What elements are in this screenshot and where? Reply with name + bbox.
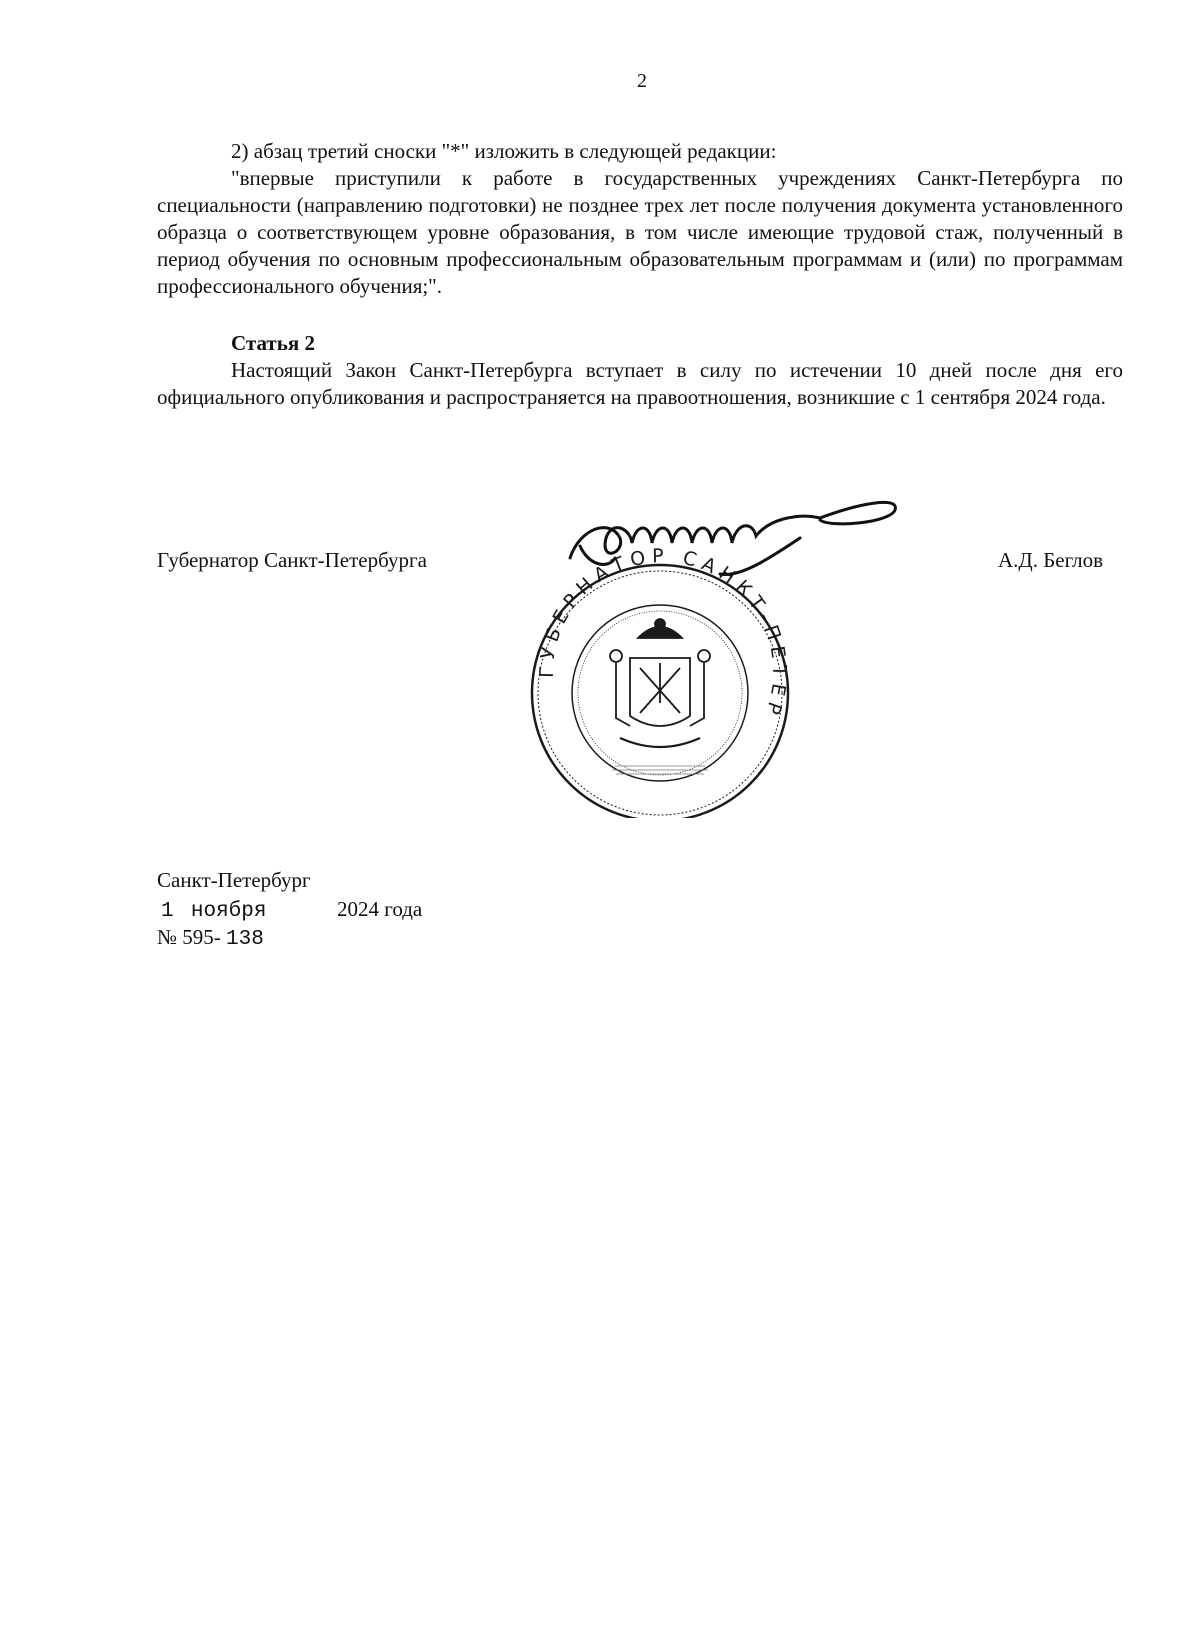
signatory-position: Губернатор Санкт-Петербурга	[157, 548, 427, 572]
signing-date	[157, 897, 557, 923]
date-month: ноября	[190, 900, 267, 923]
coat-of-arms-icon	[610, 619, 710, 747]
law-number-prefix: № 595-	[157, 925, 221, 949]
seal-hatch	[612, 766, 708, 774]
seal-arc-lettering: ГУБЕРНАТОР САНКТ-ПЕТЕР	[535, 544, 791, 723]
date-year: 2024 года	[337, 897, 423, 921]
stamp-seal-graphic	[520, 498, 940, 818]
amendment-quote: "впервые приступили к работе в государственных учреждениях Санкт-Петербурга по специальности (направлению подготовки) не позднее трех лет после получения документа установленного образца о соответствующем уровне образования, в том числе имеющие трудовой стаж, полученный в период обучения по основным профессиональным образовательным программам и (или) по программам профессионального обучения;".	[157, 166, 1123, 298]
article1-amendment-block	[157, 138, 1123, 300]
signatory-name: А.Д. Беглов	[998, 548, 1104, 572]
law-number-suffix: 138	[226, 928, 264, 951]
amendment-item-2: 2) абзац третий сноски "*" изложить в следующей редакции:	[231, 139, 777, 163]
article2-text: Настоящий Закон Санкт-Петербурга вступает в силу по истечении 10 дней после дня его официального опубликования и распространяется на правоотношения, возникшие с 1 сентября 2024 года.	[157, 358, 1123, 409]
article2-block	[157, 330, 1123, 411]
article2-heading: Статья 2	[231, 331, 315, 355]
page-number: 2	[637, 70, 647, 92]
official-stamp-and-signature	[520, 498, 940, 818]
date-day: 1	[161, 900, 174, 923]
place-of-signing: Санкт-Петербург	[157, 868, 311, 892]
law-number	[157, 925, 264, 951]
